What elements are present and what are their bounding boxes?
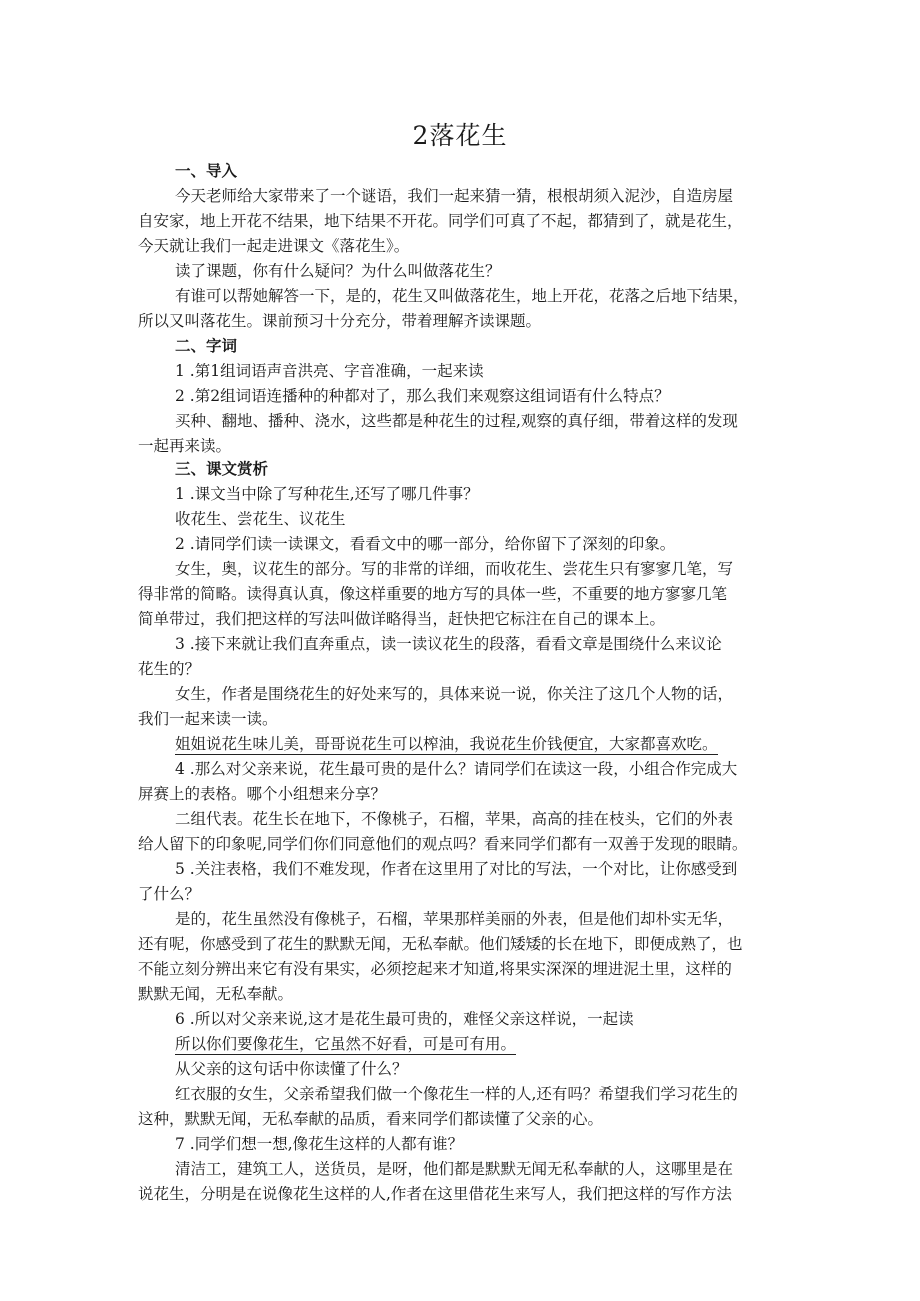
paragraph-line (138, 783, 386, 805)
line-text: 默默无闻，无私奉献。 (138, 985, 294, 1003)
line-text: 我们一起来读一读。 (138, 710, 278, 728)
line-text: 2 .第2组词语连播种的种都对了，那么我们来观察这组词语有什么特点？ (175, 387, 670, 405)
section-heading (175, 335, 237, 357)
line-text: 6 .所以对父亲来说,这才是花生最可贵的，难怪父亲这样说，一起读 (175, 1010, 634, 1028)
line-text: 女生，作者是围绕花生的好处来写的，具体来说一说，你关注了这几个人物的话， (175, 685, 734, 703)
line-text: 三、课文赏析 (175, 459, 269, 478)
line-text: 红衣服的女生，父亲希望我们做一个像花生一样的人,还有吗？希望我们学习花生的 (175, 1085, 738, 1103)
underlined-quote: 所以你们要像花生，它虽然不好看，可是可有用。 (175, 1035, 517, 1053)
underlined-quote: 姐姐说花生味儿美，哥哥说花生可以榨油，我说花生价钱便宜，大家都喜欢吃。 (175, 735, 718, 753)
line-text: 屏赛上的表格。哪个小组想来分享？ (138, 785, 387, 803)
paragraph-line (138, 708, 278, 730)
paragraph-line (175, 385, 670, 407)
paragraph-line (138, 1108, 603, 1130)
paragraph-line (175, 1058, 408, 1080)
paragraph-line (138, 658, 200, 680)
paragraph-line (175, 683, 733, 705)
section-heading (175, 458, 268, 480)
paragraph-line (138, 933, 743, 955)
paragraph-line (175, 260, 501, 282)
paragraph-line (175, 410, 738, 432)
page-title: 2落花生 (412, 121, 508, 150)
line-text: 自安家，地上开花不结果，地下结果不开花。同学们可真了不起，都猜到了，就是花生， (138, 212, 743, 230)
line-text: 了什么？ (138, 885, 201, 903)
paragraph-line (175, 533, 675, 555)
paragraph-line (175, 733, 718, 755)
line-text: 1 .课文当中除了写种花生,还写了哪几件事？ (175, 485, 479, 503)
line-text: 5 .关注表格，我们不难发现，作者在这里用了对比的写法，一个对比，让你感受到 (175, 860, 738, 878)
line-text: 2 .请同学们读一读课文，看看文中的哪一部分，给你留下了深刻的印象。 (175, 535, 676, 553)
paragraph-line (138, 983, 293, 1005)
line-text: 女生，奥，议花生的部分。写的非常的详细，而收花生、尝花生只有寥寥几笔，写 (175, 560, 734, 578)
paragraph-line (175, 758, 737, 780)
paragraph-line (175, 1008, 634, 1030)
paragraph-line (175, 508, 346, 530)
line-text: 所以又叫落花生。课前预习十分充分，带着理解齐读课题。 (138, 312, 542, 330)
line-text: 二、字词 (175, 336, 238, 355)
line-text: 一、导入 (175, 161, 238, 180)
paragraph-line (138, 235, 409, 257)
line-text: 有谁可以帮她解答一下，是的，花生又叫做落花生，地上开花，花落之后地下结果， (175, 287, 749, 305)
line-text: 简单带过，我们把这样的写法叫做详略得当，赶快把它标注在自己的课本上。 (138, 610, 666, 628)
line-text: 3 .接下来就让我们直奔重点，读一读议花生的段落，看看文章是围绕什么来议论 (175, 635, 722, 653)
line-text: 得非常的简略。读得真认真，像这样重要的地方写的具体一些，不重要的地方寥寥几笔 (138, 585, 728, 603)
paragraph-line (138, 210, 743, 232)
paragraph-line (175, 1158, 733, 1180)
paragraph-line (175, 285, 749, 307)
paragraph-line (175, 360, 484, 382)
paragraph-line (138, 435, 231, 457)
paragraph-line (138, 883, 200, 905)
line-text: 不能立刻分辨出来它有没有果实，必须挖起来才知道,将果实深深的埋进泥土里，这样的 (138, 960, 732, 978)
line-text: 清洁工，建筑工人，送货员，是呀，他们都是默默无闻无私奉献的人，这哪里是在 (175, 1160, 734, 1178)
line-text: 读了课题，你有什么疑问？为什么叫做落花生？ (175, 262, 501, 280)
paragraph-line (138, 608, 665, 630)
line-text: 一起再来读。 (138, 437, 232, 455)
line-text: 收花生、尝花生、议花生 (175, 510, 346, 528)
section-heading (175, 160, 237, 182)
paragraph-line (175, 185, 733, 207)
line-text: 今天就让我们一起走进课文《落花生》。 (138, 237, 410, 255)
line-text: 二组代表。花生长在地下，不像桃子，石榴，苹果，高高的挂在枝头，它们的外表 (175, 810, 734, 828)
line-text: 说花生，分明是在说像花生这样的人,作者在这里借花生来写人，我们把这样的写作方法 (138, 1185, 732, 1203)
line-text: 1 .第1组词语声音洪亮、字音准确，一起来读 (175, 362, 484, 380)
paragraph-line (175, 908, 733, 930)
line-text: 花生的？ (138, 660, 201, 678)
paragraph-line (175, 1133, 463, 1155)
line-text: 是的，花生虽然没有像桃子，石榴，苹果那样美丽的外表，但是他们却朴实无华， (175, 910, 734, 928)
paragraph-line (175, 858, 737, 880)
paragraph-line (175, 633, 722, 655)
paragraph-line (175, 483, 479, 505)
line-text: 今天老师给大家带来了一个谜语，我们一起来猜一猜，根根胡须入泥沙，自造房屋 (175, 187, 734, 205)
line-text: 买种、翻地、播种、浇水，这些都是种花生的过程,观察的真仔细，带着这样的发现 (175, 412, 738, 430)
line-text: 这种，默默无闻，无私奉献的品质，看来同学们都读懂了父亲的心。 (138, 1110, 604, 1128)
paragraph-line (138, 583, 727, 605)
paragraph-line (138, 1183, 732, 1205)
paragraph-line (138, 310, 541, 332)
paragraph-line (175, 808, 733, 830)
paragraph-line (175, 558, 733, 580)
line-text: 还有呢，你感受到了花生的默默无闻，无私奉献。他们矮矮的长在地下，即便成熟了，也 (138, 935, 743, 953)
paragraph-line (175, 1083, 738, 1105)
line-text: 4 .那么对父亲来说，花生最可贵的是什么？请同学们在读这一段，小组合作完成大 (175, 760, 738, 778)
line-text: 从父亲的这句话中你读懂了什么？ (175, 1060, 408, 1078)
paragraph-line (138, 958, 732, 980)
paragraph-line (175, 1033, 516, 1055)
line-text: 给人留下的印象呢,同学们你们同意他们的观点吗？看来同学们都有一双善于发现的眼睛。 (138, 835, 748, 853)
paragraph-line (138, 833, 747, 855)
line-text: 7 .同学们想一想,像花生这样的人都有谁？ (175, 1135, 464, 1153)
